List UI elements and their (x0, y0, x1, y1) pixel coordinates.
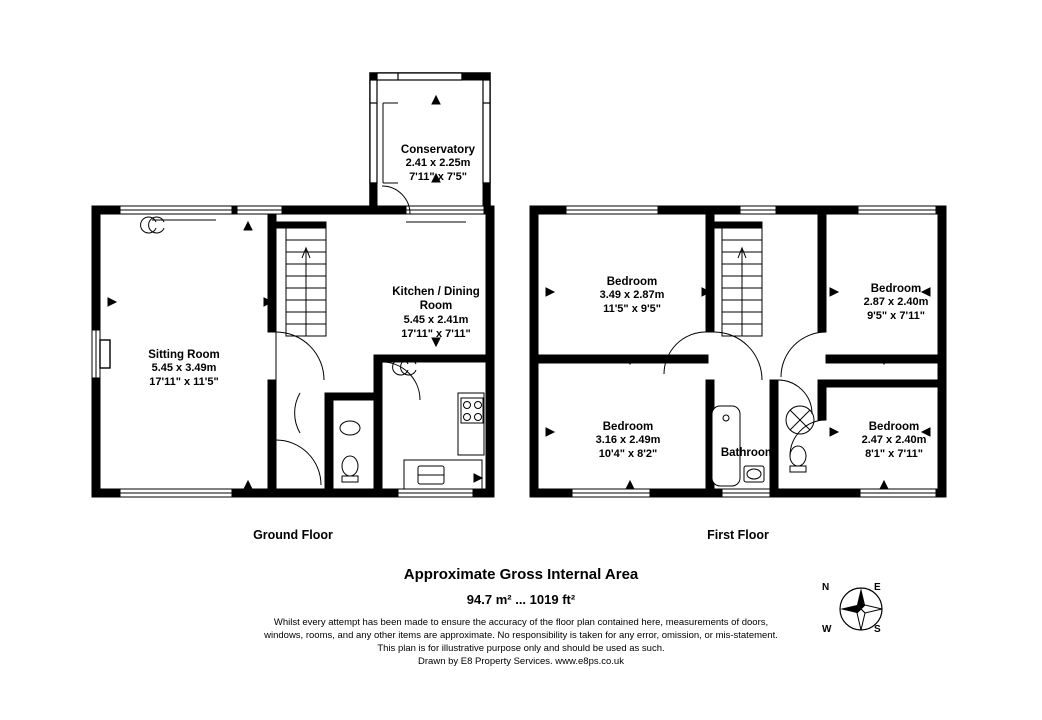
disclaimer-credit: Drawn by E8 Property Services. www.e8ps.co.uk (418, 656, 624, 667)
first-floor-staircase (722, 228, 762, 336)
room-dim-metric: 2.87 x 2.40m (863, 296, 929, 309)
bay-window (100, 340, 110, 368)
cloakroom-fittings (340, 421, 360, 482)
disclaimer-line-3: This plan is for illustrative purpose only and should be used as such. (377, 643, 665, 654)
room-label-bedroom-4 (828, 420, 960, 462)
room-dim-imperial: 7'11" x 7'5" (409, 171, 467, 184)
room-dim-imperial: 8'1" x 7'11" (865, 448, 923, 461)
room-dim-metric: 2.41 x 2.25m (405, 157, 471, 170)
room-name: Kitchen / Dining (392, 286, 480, 298)
compass-west-label: W (822, 624, 832, 635)
area-value: 94.7 m² ... 1019 ft² (466, 592, 576, 607)
airing-cupboard (786, 406, 814, 434)
room-label-kitchen-dining (370, 285, 502, 341)
room-name: Conservatory (400, 144, 476, 156)
room-name: Sitting Room (148, 349, 220, 361)
room-dim-metric: 3.49 x 2.87m (599, 289, 665, 302)
room-name: Bedroom (602, 421, 654, 433)
room-name: Bathroom (720, 447, 776, 459)
room-dim-metric: 2.47 x 2.40m (861, 434, 927, 447)
compass-rose-icon (830, 578, 892, 640)
room-dim-imperial: 17'11" x 11'5" (149, 376, 219, 389)
room-name: Bedroom (870, 283, 922, 295)
room-label-bedroom-3 (562, 420, 694, 462)
floor-title-ground: Ground Floor (253, 528, 333, 542)
room-label-bedroom-1 (566, 275, 698, 317)
floor-title-first: First Floor (707, 528, 769, 542)
compass-east-label: E (874, 582, 881, 593)
kitchen-units (404, 393, 484, 489)
room-dim-metric: 5.45 x 3.49m (151, 362, 217, 375)
room-label-bathroom (708, 446, 788, 460)
disclaimer-line-2: windows, rooms, and any other items are approximate. No responsibility is taken for any error, omission, or mis-statement. (264, 630, 778, 641)
room-dim-imperial: 17'11" x 7'11" (401, 327, 471, 340)
room-name: Bedroom (606, 276, 658, 288)
disclaimer-line-1: Whilst every attempt has been made to ensure the accuracy of the floor plan contained here, measurements of doors, (273, 617, 769, 628)
room-name: Bedroom (868, 421, 920, 433)
room-label-bedroom-2 (830, 282, 962, 324)
room-label-sitting-room (118, 348, 250, 390)
room-dim-metric: 5.45 x 2.41m (403, 313, 469, 326)
area-title: Approximate Gross Internal Area (403, 566, 639, 583)
room-dim-imperial: 11'5" x 9'5" (603, 303, 661, 316)
ground-floor-staircase (286, 228, 326, 336)
room-dim-imperial: 9'5" x 7'11" (867, 310, 925, 323)
compass-south-label: S (874, 624, 881, 635)
room-name-line-2: Room (419, 300, 453, 313)
room-dim-metric: 3.16 x 2.49m (595, 434, 661, 447)
compass-north-label: N (822, 582, 830, 593)
room-dim-imperial: 10'4" x 8'2" (598, 448, 658, 461)
room-label-conservatory (374, 143, 502, 185)
